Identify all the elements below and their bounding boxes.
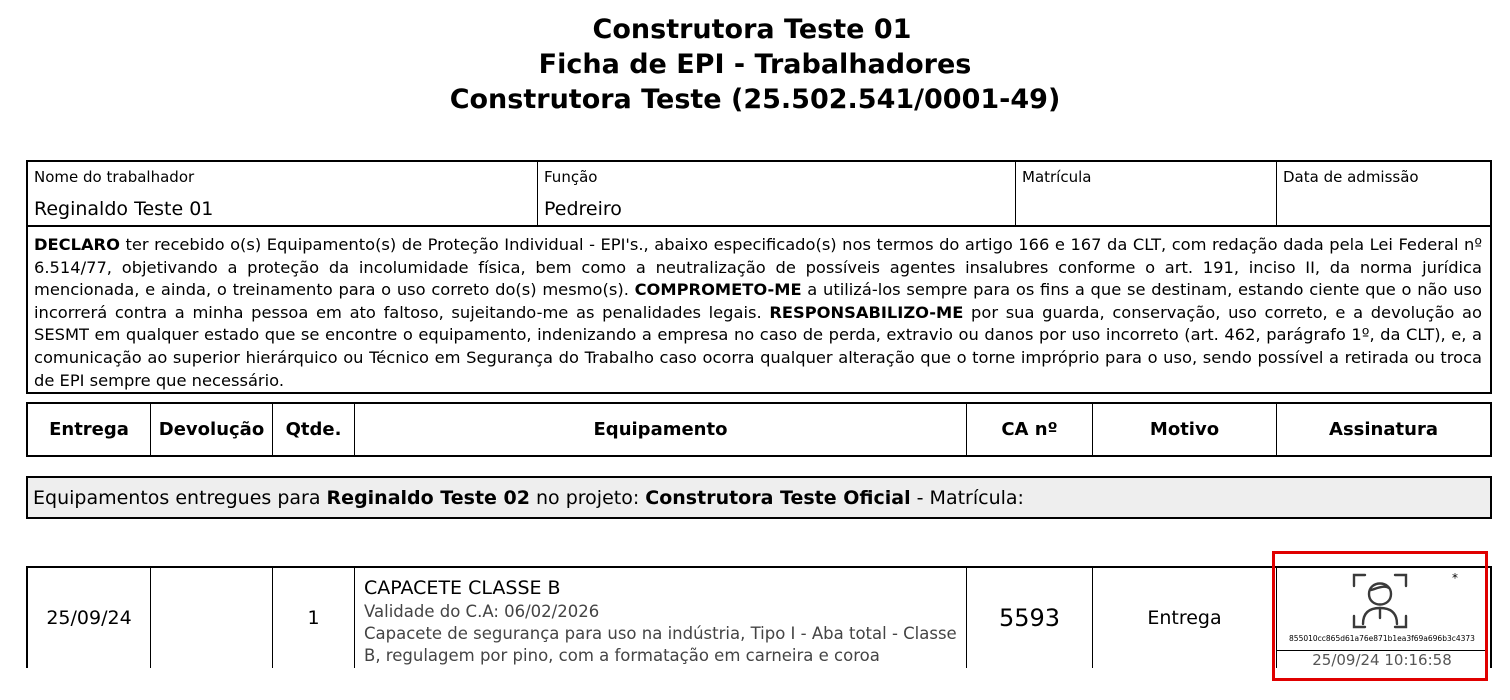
declaration-text bbox=[26, 225, 1492, 394]
strip-worker-name: Reginaldo Teste 02 bbox=[326, 486, 530, 509]
return-date-cell bbox=[151, 568, 273, 668]
signature-hash: 855010cc865d61a76e871b1ea3f69a696b3c4373 bbox=[1289, 634, 1475, 643]
header-devolucao: Devolução bbox=[151, 404, 273, 455]
signature-marker: * bbox=[1452, 571, 1458, 585]
quantity-cell: 1 bbox=[273, 568, 355, 668]
equipment-description: Capacete de segurança para uso na indústria, Tipo I - Aba total - Classe B, regulagem por pino, com a formatação em carneira e coroa bbox=[364, 624, 957, 665]
worker-registration-cell bbox=[1016, 162, 1277, 225]
declaration-part-2: a utilizá-los sempre para os fins a que se destinam, estando ciente que o não uso incorrerá contra a minha pessoa em ato faltoso, sujeitando-me as penalidades legais. bbox=[34, 280, 1482, 322]
declaration-part-3: por sua guarda, conservação, uso correto, e a devolução ao SESMT em qualquer estado que se encontre o equipamento, indenizando a empresa no caso de perda, extravio ou danos por uso incorreto (art. 462, parágrafo 1º, da CLT), e, a comunicação ao superior hierárquico ou Técnico em Segurança do Trabalho caso ocorra qualquer alteração que o torne impróprio para o uso, sendo possível a retirada ou troca de EPI sempre que necessário. bbox=[34, 302, 1482, 390]
strip-suffix: - Matrícula: bbox=[910, 486, 1024, 509]
project-info-strip bbox=[26, 476, 1492, 519]
ca-number-cell: 5593 bbox=[967, 568, 1093, 668]
worker-function-label: Função bbox=[544, 168, 598, 186]
signature-timestamp: 25/09/24 10:16:58 bbox=[1312, 651, 1452, 669]
worker-name-cell bbox=[28, 162, 538, 225]
header-ca: CA nº bbox=[967, 404, 1093, 455]
comprometo-keyword: COMPROMETO-ME bbox=[634, 280, 802, 300]
worker-admission-label: Data de admissão bbox=[1283, 168, 1419, 186]
header-qtde: Qtde. bbox=[273, 404, 355, 455]
worker-info-table bbox=[26, 160, 1492, 227]
equipment-cell bbox=[355, 568, 967, 668]
header-equipamento: Equipamento bbox=[355, 404, 967, 455]
equipment-validity: Validade do C.A: 06/02/2026 bbox=[364, 602, 600, 621]
items-table-header bbox=[26, 402, 1492, 457]
company-cnpj-title: Construtora Teste (25.502.541/0001-49) bbox=[449, 84, 1061, 115]
document-header bbox=[0, 12, 1510, 117]
document-title: Ficha de EPI - Trabalhadores bbox=[538, 49, 972, 80]
worker-function-value: Pedreiro bbox=[544, 198, 622, 220]
strip-mid: no projeto: bbox=[529, 486, 646, 509]
header-motivo: Motivo bbox=[1093, 404, 1277, 455]
declaro-keyword: DECLARO bbox=[34, 235, 120, 254]
worker-function-cell bbox=[538, 162, 1016, 225]
strip-project-name: Construtora Teste Oficial bbox=[645, 486, 911, 509]
header-entrega: Entrega bbox=[28, 404, 151, 455]
worker-name-value: Reginaldo Teste 01 bbox=[34, 198, 214, 220]
strip-prefix: Equipamentos entregues para bbox=[33, 486, 327, 509]
worker-registration-label: Matrícula bbox=[1022, 168, 1092, 186]
declaration-part-1: ter recebido o(s) Equipamento(s) de Proteção Individual - EPI's., abaixo especificado(s) nos termos do artigo 166 e 167 da CLT, com redação dada pela Lei Federal nº 6.514/77, objetivando a proteção da incolumidade física, bem como a neutralização de possíveis agentes insalubres conforme o art. 191, inciso II, da norma jurídica mencionada, e ainda, o treinamento para o uso correto do(s) mesmo(s). bbox=[34, 235, 1482, 300]
delivery-date-cell: 25/09/24 bbox=[28, 568, 151, 668]
equipment-name: CAPACETE CLASSE B bbox=[364, 577, 561, 599]
worker-admission-cell bbox=[1277, 162, 1490, 225]
worker-name-label: Nome do trabalhador bbox=[34, 168, 195, 186]
signature-highlight bbox=[1272, 551, 1488, 681]
header-assinatura: Assinatura bbox=[1329, 419, 1438, 440]
company-title: Construtora Teste 01 bbox=[592, 14, 912, 45]
reason-cell: Entrega bbox=[1093, 568, 1277, 668]
responsabilizo-keyword: RESPONSABILIZO-ME bbox=[769, 302, 964, 322]
